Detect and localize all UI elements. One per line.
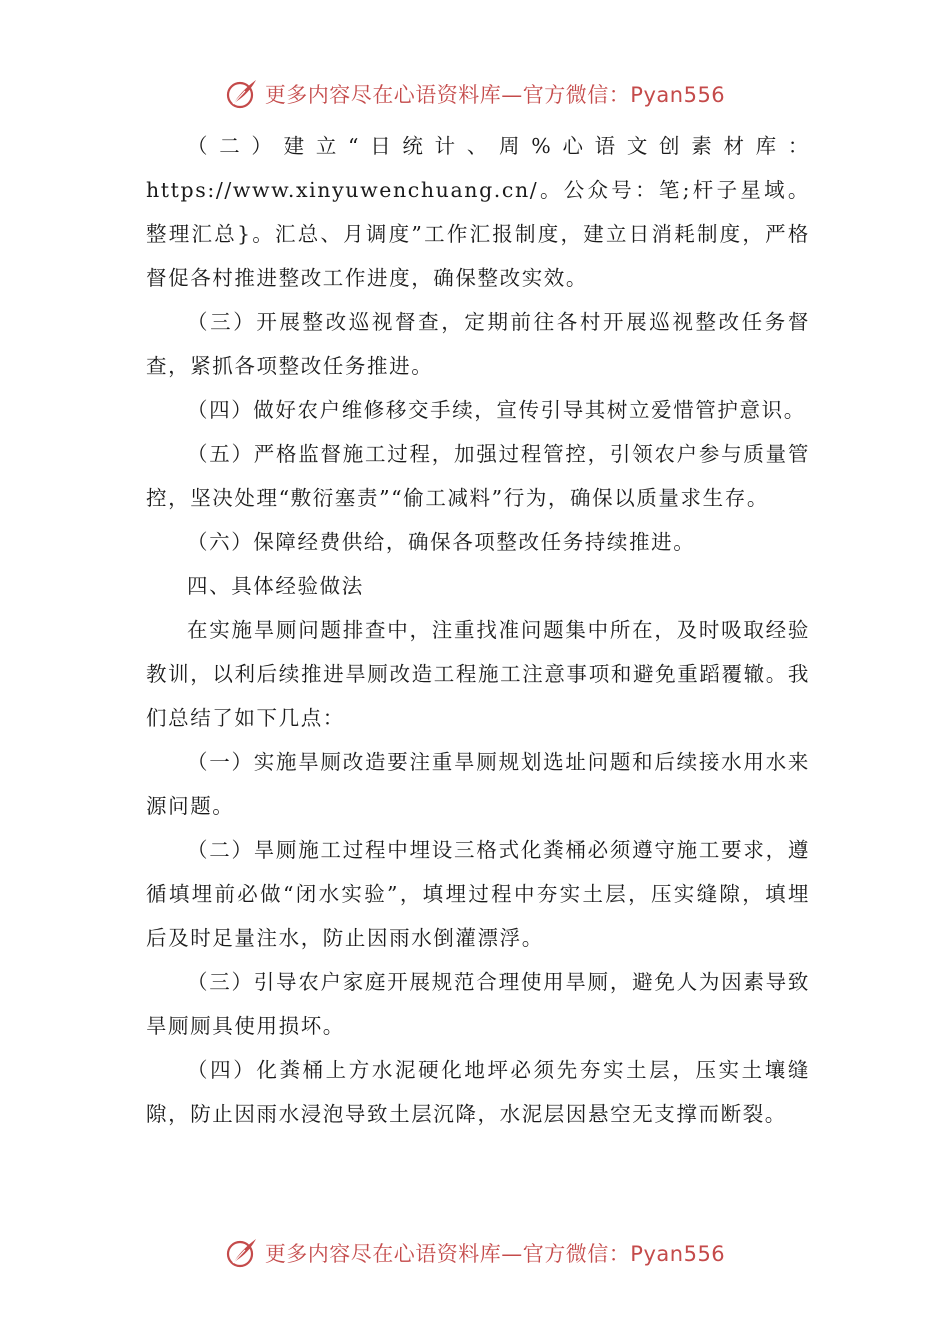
paragraph: （二）建立“日统计、周%心语文创素材库：https://www.xinyuwenchuang.cn/。公众号：笔;杆子星域。整理汇总}。汇总、月调度”工作汇报制度，建立日消耗制度，严格督促各村推进整改工作进度，确保整改实效。: [146, 134, 810, 290]
paragraph: （一）实施旱厕改造要注重旱厕规划选址问题和后续接水用水来源问题。: [146, 750, 810, 818]
paragraph: （三）引导农户家庭开展规范合理使用旱厕，避免人为因素导致旱厕厕具使用损坏。: [146, 970, 810, 1038]
document-body: [146, 124, 810, 1136]
header-banner: [0, 74, 950, 114]
paragraph: （二）旱厕施工过程中埋设三格式化粪桶必须遵守施工要求，遵循填埋前必做“闭水实验”，填埋过程中夯实土层，压实缝隙，填埋 后及时足量注水，防止因雨水倒灌漂浮。: [146, 838, 810, 950]
paragraph: （四）化粪桶上方水泥硬化地坪必须先夯实土层，压实土壤缝隙，防止因雨水浸泡导致土层沉降，水泥层因悬空无支撑而断裂。: [146, 1058, 810, 1126]
paragraph: （三）开展整改巡视督查，定期前往各村开展巡视整改任务督查，紧抓各项整改任务推进。: [146, 310, 810, 378]
paragraph: 在实施旱厕问题排查中，注重找准问题集中所在，及时吸取经验教训，以利后续推进旱厕改造工程施工注意事项和避免重蹈覆辙。我们总结了如下几点：: [146, 618, 810, 730]
quill-circle-icon: [225, 1236, 259, 1270]
paragraph: （六）保障经费供给，确保各项整改任务持续推进。: [187, 530, 696, 554]
footer-banner: [0, 1233, 950, 1273]
quill-circle-icon: [225, 77, 259, 111]
section-heading: 四、具体经验做法: [187, 574, 364, 598]
banner-text: 更多内容尽在心语资料库—官方微信：Pyan556: [264, 83, 726, 107]
paragraph: （五）严格监督施工过程，加强过程管控，引领农户参与质量管控，坚决处理“敷衍塞责”“偷工减料”行为，确保以质量求生存。: [146, 442, 810, 510]
banner-text: 更多内容尽在心语资料库—官方微信：Pyan556: [264, 1242, 726, 1266]
paragraph: （四）做好农户维修移交手续，宣传引导其树立爱惜管护意识。: [187, 398, 806, 422]
